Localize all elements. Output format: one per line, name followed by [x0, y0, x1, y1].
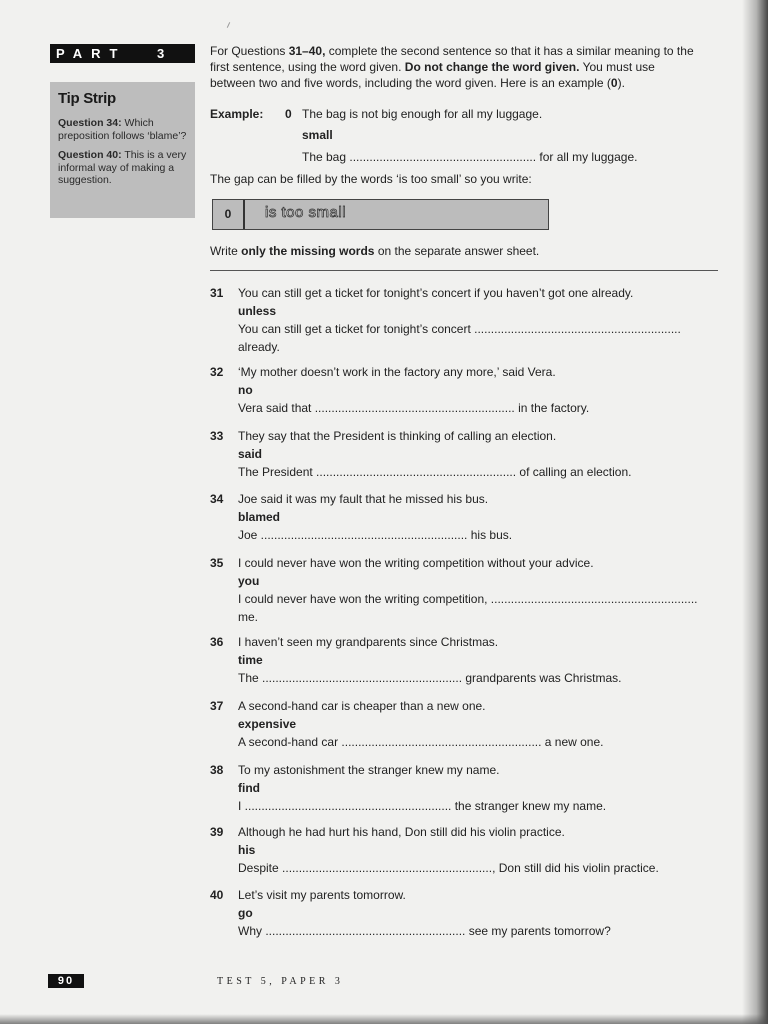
question-body	[238, 427, 718, 481]
tip-item-40	[58, 149, 187, 187]
question-body	[238, 363, 718, 417]
example-gapped-sentence: The bag ........................................................ for all my luggage.	[302, 150, 638, 164]
page-number: 90	[48, 974, 84, 988]
answer-box-number: 0	[213, 200, 245, 229]
example-label: Example:	[210, 107, 264, 121]
page-edge-shadow	[742, 0, 768, 1024]
question-gapped-line: Vera said that ............................................................ in the factory.	[238, 401, 590, 415]
question-gapped-line: A second-hand car ............................................................ a new one.	[238, 735, 604, 749]
question-sentence: ‘My mother doesn’t work in the factory any more,’ said Vera.	[238, 365, 556, 379]
instructions-range: 31–40,	[288, 44, 326, 58]
question-key-word: no	[238, 383, 253, 397]
instructions	[210, 43, 700, 91]
question-key-word: you	[238, 574, 260, 588]
question-sentence: I haven’t seen my grandparents since Christmas.	[238, 635, 499, 649]
answer-box-text: is too small	[265, 204, 347, 221]
question-key-word: go	[238, 906, 253, 920]
question-key-word: said	[238, 447, 263, 461]
tip-item-text: This is a very informal way of making a suggestion.	[58, 149, 187, 186]
question-gapped-line: I .............................................................. the stranger knew my name.	[238, 799, 607, 813]
question-body	[238, 490, 718, 544]
answer-sheet-note	[210, 244, 539, 258]
divider	[210, 270, 718, 271]
question-key-word: find	[238, 781, 260, 795]
question-gapped-line: You can still get a ticket for tonight’s concert ..............................................................	[238, 322, 681, 336]
example-sentence: The bag is not big enough for all my luggage.	[302, 107, 543, 121]
question-body	[238, 761, 718, 815]
example-number: 0	[285, 107, 292, 121]
instructions-emphasis: Do not change the word given.	[404, 60, 580, 74]
question-number: 34	[210, 492, 224, 506]
instructions-text: complete the second sentence so that it has a similar meaning to the first sentence, using the word given.	[210, 44, 694, 74]
question-sentence: To my astonishment the stranger knew my name.	[238, 763, 500, 777]
question-sentence: Joe said it was my fault that he missed his bus.	[238, 492, 489, 506]
question-gapped-line: Despite ..............................................................., Don still did his violin practice.	[238, 861, 659, 875]
question-number: 36	[210, 635, 224, 649]
tip-item-text: Which preposition follows ‘blame’?	[58, 117, 187, 142]
question-key-word: expensive	[238, 717, 297, 731]
question-gapped-line: Joe .............................................................. his bus.	[238, 528, 513, 542]
instructions-example-ref: 0	[610, 76, 618, 90]
question-gapped-line: Why ............................................................ see my parents tomorrow?	[238, 924, 611, 938]
question-body	[238, 886, 718, 940]
note-emphasis: only the missing words	[241, 244, 375, 258]
instructions-text: You must use between two and five words, including the word given. Here is an example (	[210, 60, 655, 90]
example-answer-box	[212, 199, 549, 230]
tip-item-34	[58, 117, 187, 142]
question-number: 35	[210, 556, 224, 570]
note-text: on the separate answer sheet.	[374, 244, 540, 258]
question-body	[238, 284, 718, 356]
tip-strip	[50, 82, 195, 218]
instructions-text: For Questions	[210, 44, 289, 58]
example-key-word: small	[302, 128, 333, 142]
question-gapped-line: The ............................................................ grandparents was Christmas.	[238, 671, 622, 685]
tip-strip-title: Tip Strip	[58, 90, 116, 107]
question-gapped-line: already.	[238, 340, 280, 354]
question-number: 32	[210, 365, 224, 379]
note-text: Write	[210, 244, 242, 258]
question-body	[238, 697, 718, 751]
scan-mark	[227, 22, 230, 28]
question-key-word: blamed	[238, 510, 281, 524]
page-footer: TEST 5, PAPER 3	[217, 976, 344, 987]
gap-explanation: The gap can be filled by the words ‘is too small’ so you write:	[210, 172, 532, 186]
question-gapped-line: The President ............................................................ of calling an election.	[238, 465, 632, 479]
question-body	[238, 633, 718, 687]
question-gapped-line: I could never have won the writing competition, ..............................................................	[238, 592, 698, 606]
question-key-word: unless	[238, 304, 277, 318]
tip-item-label: Question 34:	[58, 117, 122, 129]
question-number: 38	[210, 763, 224, 777]
page-bottom-shadow	[0, 1014, 768, 1024]
question-sentence: Let’s visit my parents tomorrow.	[238, 888, 406, 902]
question-sentence: I could never have won the writing competition without your advice.	[238, 556, 594, 570]
question-body	[238, 554, 718, 626]
question-number: 33	[210, 429, 224, 443]
question-number: 40	[210, 888, 224, 902]
question-number: 39	[210, 825, 224, 839]
question-number: 37	[210, 699, 224, 713]
question-key-word: time	[238, 653, 263, 667]
question-number: 31	[210, 286, 224, 300]
question-gapped-line: me.	[238, 610, 259, 624]
question-sentence: You can still get a ticket for tonight’s concert if you haven’t got one already.	[238, 286, 634, 300]
instructions-text: ).	[617, 76, 625, 90]
question-key-word: his	[238, 843, 256, 857]
part-label: PART 3	[50, 44, 195, 63]
tip-item-label: Question 40:	[58, 149, 122, 161]
question-sentence: Although he had hurt his hand, Don still did his violin practice.	[238, 825, 565, 839]
question-sentence: A second-hand car is cheaper than a new one.	[238, 699, 486, 713]
question-body	[238, 823, 718, 877]
question-sentence: They say that the President is thinking of calling an election.	[238, 429, 557, 443]
